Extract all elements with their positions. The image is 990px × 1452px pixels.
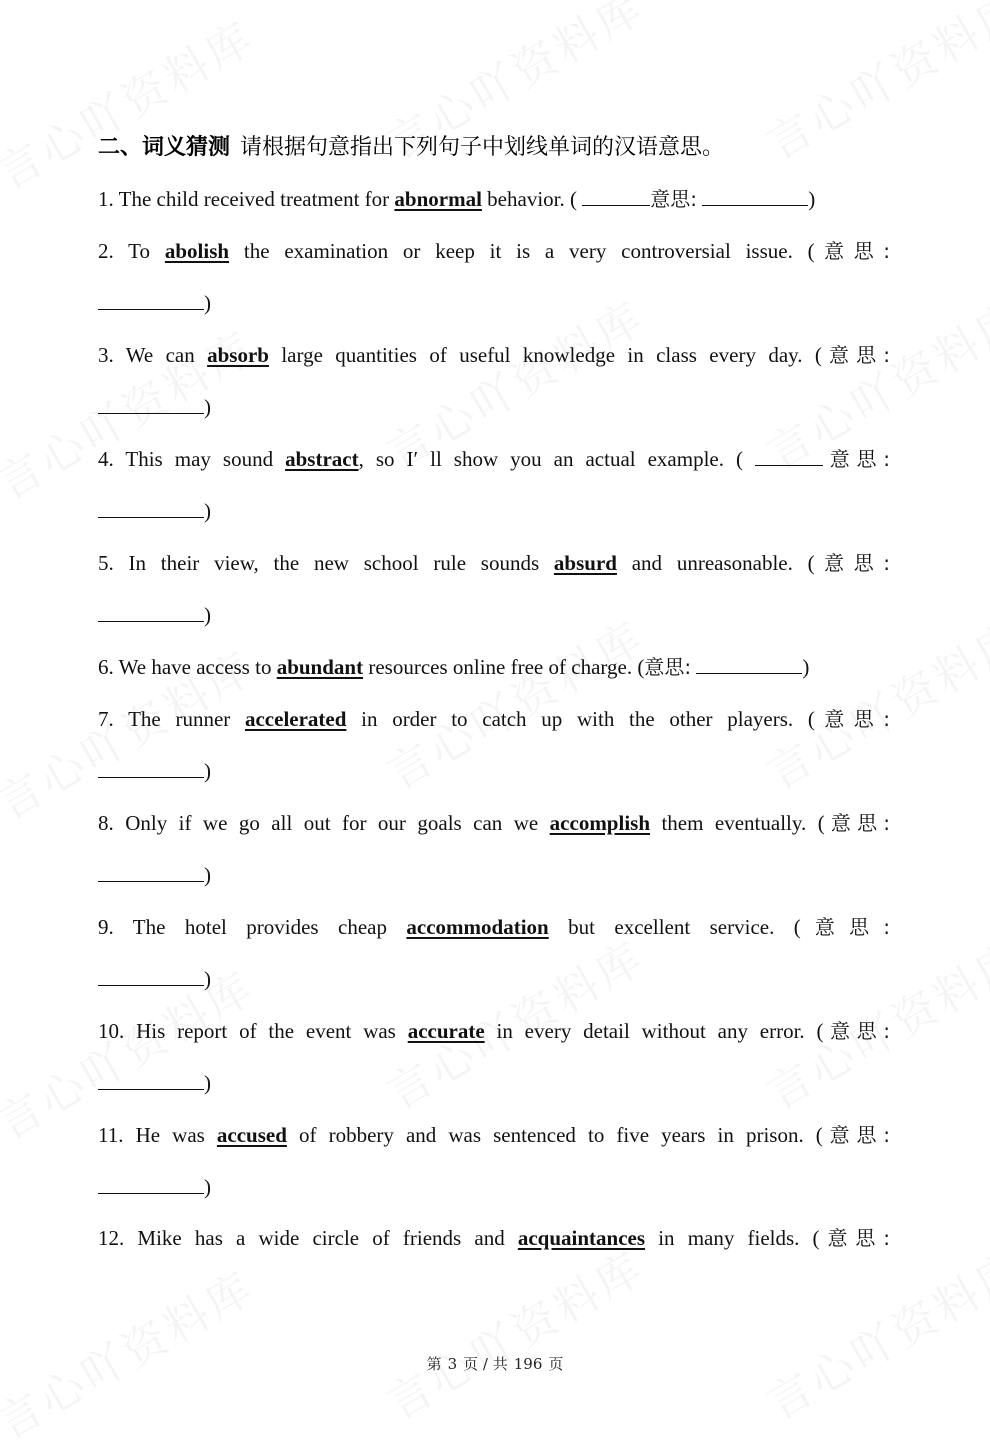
sentence-text: The hotel provides cheap [132,915,387,939]
watermark [0,1252,265,1451]
watermark [373,1232,654,1431]
sentence-text: and unreasonable. ( [631,551,815,575]
sentence-text: The runner [128,707,231,731]
target-word: abundant [276,655,364,679]
meaning-label: 意思: [822,1123,891,1147]
meaning-label: 意思: [823,1019,891,1043]
section-title: 二、词义猜测 [98,135,231,160]
sentence-text: His report of the event was [136,1019,396,1043]
question-item-3 [98,340,890,370]
question-item-2 [98,236,890,266]
close-paren: ) [204,603,211,627]
sentence-text: In their view, the new school rule sounds [128,551,540,575]
target-word: accused [216,1123,287,1147]
answer-blank[interactable] [98,861,204,882]
target-word: abnormal [394,187,482,211]
sentence-text: Only if we go all out for our goals can we [125,811,539,835]
item-number: 5. [98,551,114,575]
answer-blank[interactable] [702,185,808,206]
close-paren: ) [802,655,810,679]
answer-blank[interactable] [98,1069,204,1090]
answer-line [98,860,890,890]
page-number: 3 [447,1355,458,1373]
target-word: accelerated [244,707,347,731]
target-word: absurd [553,551,617,575]
section-heading [98,130,724,161]
answer-blank[interactable] [582,185,650,206]
close-paren: ) [204,863,211,887]
sentence-text: We have access to [118,655,272,679]
target-word: accomplish [549,811,651,835]
close-paren: ) [204,1175,211,1199]
answer-blank[interactable] [98,1173,204,1194]
meaning-label: 意思: [644,655,692,679]
item-number: 11. [98,1123,124,1147]
answer-line [98,392,890,422]
close-paren: ) [204,291,211,315]
section-instruction: 请根据句意指出下列句子中划线单词的汉语意思。 [240,135,725,160]
answer-line [98,1172,890,1202]
sentence-text: To [128,239,151,263]
question-item-11 [98,1120,890,1150]
close-paren: ) [808,187,816,211]
answer-blank[interactable] [98,393,204,414]
question-item-6 [98,652,890,682]
meaning-label: 意思: [814,551,890,575]
answer-line [98,756,890,786]
sentence-text: This may sound [125,447,274,471]
sentence-text: behavior. ( [487,187,577,211]
sentence-text: in every detail without any error. ( [496,1019,824,1043]
footer-suffix: 页 [548,1355,564,1373]
total-pages: 196 [513,1355,543,1373]
sentence-text: the examination or keep it is a very controversial issue. ( [243,239,815,263]
item-number: 2. [98,239,114,263]
question-item-4 [98,444,890,474]
target-word: accurate [407,1019,485,1043]
item-number: 3. [98,343,114,367]
meaning-label: 意思: [824,811,891,835]
close-paren: ) [204,395,211,419]
sentence-text: The child received treatment for [118,187,390,211]
sentence-text: resources online free of charge. ( [368,655,645,679]
answer-blank[interactable] [98,601,204,622]
sentence-text: We can [125,343,195,367]
answer-blank[interactable] [755,445,823,466]
meaning-label: 意思: [650,187,697,211]
answer-blank[interactable] [98,497,204,518]
answer-line [98,288,890,318]
target-word: abstract [285,447,359,471]
meaning-label: 意思: [821,343,890,367]
item-number: 7. [98,707,114,731]
question-item-8 [98,808,890,838]
meaning-label: 意思: [800,915,891,939]
close-paren: ) [204,759,211,783]
item-number: 1. [98,187,114,211]
answer-line [98,600,890,630]
footer-prefix: 第 [426,1355,442,1373]
answer-blank[interactable] [98,965,204,986]
sentence-text: of robbery and was sentenced to five years in prison. ( [299,1123,823,1147]
close-paren: ) [204,1071,211,1095]
answer-line [98,1068,890,1098]
page-footer [0,1353,990,1374]
footer-mid: 页 / 共 [463,1355,508,1373]
sentence-text: , so I′ ll show you an actual example. ( [358,447,743,471]
sentence-text: them eventually. ( [661,811,825,835]
meaning-label: 意思: [814,707,891,731]
meaning-label: 意思: [814,239,891,263]
item-number: 10. [98,1019,125,1043]
answer-blank[interactable] [98,757,204,778]
close-paren: ) [204,499,211,523]
item-number: 6. [98,655,114,679]
watermark [0,2,265,201]
answer-blank[interactable] [98,289,204,310]
item-number: 8. [98,811,114,835]
target-word: accommodation [406,915,549,939]
meaning-label: 意思: [819,1226,891,1250]
item-number: 9. [98,915,114,939]
target-word: absorb [207,343,269,367]
question-item-10 [98,1016,890,1046]
answer-line [98,964,890,994]
sentence-text: in many fields. ( [658,1226,820,1250]
sentence-text: in order to catch up with the other players. ( [361,707,815,731]
meaning-label: 意思: [823,447,891,471]
question-item-9 [98,912,890,942]
target-word: acquaintances [517,1226,646,1250]
answer-blank[interactable] [696,653,802,674]
close-paren: ) [204,967,211,991]
target-word: abolish [164,239,230,263]
question-item-7 [98,704,890,734]
question-item-1 [98,184,890,214]
item-number: 12. [98,1226,125,1250]
sentence-text: but excellent service. ( [568,915,801,939]
sentence-text: large quantities of useful knowledge in class every day. ( [281,343,822,367]
sentence-text: He was [135,1123,205,1147]
sentence-text: Mike has a wide circle of friends and [137,1226,505,1250]
question-item-5 [98,548,890,578]
watermark [753,0,990,172]
watermark [753,1232,990,1431]
item-number: 4. [98,447,114,471]
answer-line [98,496,890,526]
question-item-12 [98,1223,890,1253]
